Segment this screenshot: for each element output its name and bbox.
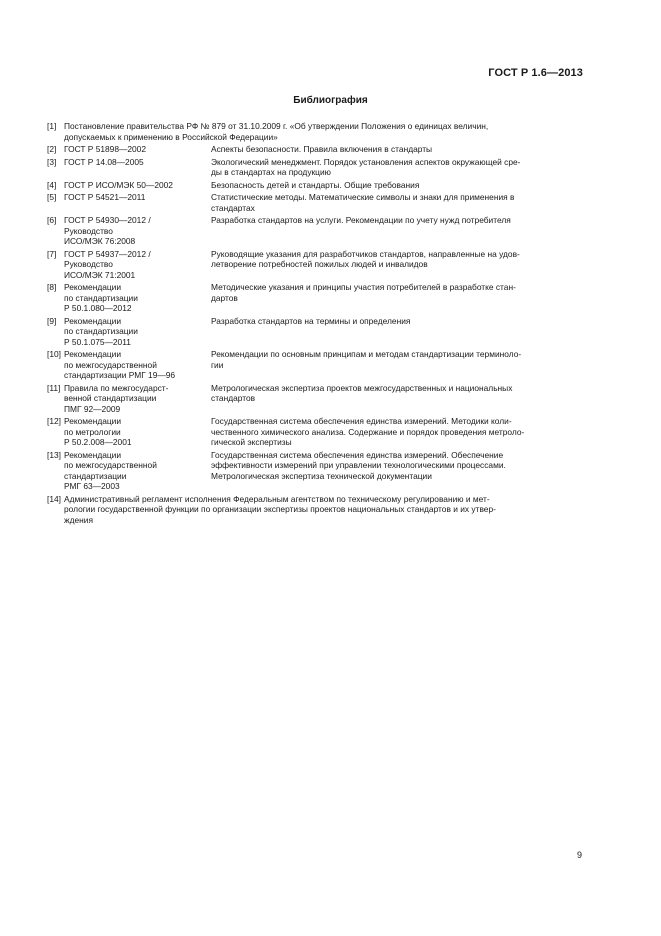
entry-title-line: Разработка стандартов на услуги. Рекомендации по учету нужд потребителя	[211, 215, 511, 225]
entry-text-line: допускаемых к применению в Российской Федерации»	[64, 131, 278, 142]
entry-title-line: Статистические методы. Математические символы и знаки для применения в	[211, 192, 515, 202]
entry-source-line: ИСО/МЭК 76:2008	[64, 236, 136, 246]
entry-source-line: по метрологии	[64, 426, 121, 437]
entry-source-line: Рекомендации	[64, 315, 122, 326]
entry-source	[64, 144, 211, 155]
entry-number: [3]	[47, 156, 57, 167]
section-title: Библиография	[293, 95, 368, 106]
bibliography-entry	[47, 282, 583, 314]
entry-number: [12]	[47, 416, 61, 426]
bibliography-entry	[47, 144, 583, 155]
entry-title	[211, 192, 583, 213]
bibliography-list	[47, 121, 583, 527]
entry-title-line: Метрологическая экспертиза технической документации	[211, 470, 432, 481]
entry-source-line: стандартизации	[64, 470, 127, 481]
entry-text-line: [14] Административный регламент исполнения Федеральным агентством по техническому регулированию и мет-	[47, 493, 490, 504]
entry-source-line: по межгосударственной	[64, 359, 157, 370]
entry-title-line: Методические указания и принципы участия потребителей в разработке стан-	[211, 282, 516, 292]
entry-source	[64, 215, 211, 247]
entry-title	[211, 144, 583, 155]
entry-source-line: по межгосударственной	[64, 460, 157, 470]
entry-number: [11]	[47, 382, 61, 393]
entry-source-line: по стандартизации	[64, 326, 138, 336]
entry-title-line: ды в стандартах на продукцию	[211, 167, 331, 177]
bibliography-entry	[47, 383, 583, 415]
entry-title-line: Экологический менеджмент. Порядок установления аспектов окружающей сре-	[211, 156, 521, 167]
entry-title-line: стандартах	[211, 202, 255, 213]
entry-title-line: Безопасность детей и стандарты. Общие требования	[211, 179, 420, 190]
entry-source	[64, 192, 211, 213]
entry-source	[64, 180, 211, 191]
entry-title	[211, 416, 583, 448]
bibliography-entry	[47, 249, 583, 281]
entry-source-line: ГОСТ Р 54521—2011	[64, 192, 146, 202]
entry-number: [8]	[47, 282, 57, 292]
entry-title-line: Рекомендации по основным принципам и методам стандартизации терминоло-	[211, 349, 522, 359]
bibliography-entry	[47, 494, 583, 526]
bibliography-entry	[47, 157, 583, 178]
entry-source-line: Руководство	[64, 259, 113, 269]
entry-source-line: Р 50.1.080—2012	[64, 303, 132, 313]
bibliography-entry	[47, 450, 583, 492]
entry-title-line: гии	[211, 359, 224, 370]
entry-number: [10]	[47, 349, 61, 359]
entry-title	[211, 383, 583, 415]
entry-number: [13]	[47, 449, 61, 460]
entry-source-line: ГОСТ Р 14.08—2005	[64, 156, 144, 167]
entry-number: [5]	[47, 192, 57, 202]
entry-source	[64, 416, 211, 448]
entry-title-line: Государственная система обеспечения единства измерений. Обеспечение	[211, 449, 504, 460]
entry-source-line: Р 50.1.075—2011	[64, 336, 131, 347]
entry-number: [14]	[47, 493, 61, 504]
entry-title-line: дартов	[211, 292, 238, 303]
entry-source-line: ИСО/МЭК 71:2001	[64, 269, 136, 280]
entry-source-line: ПМГ 92—2009	[64, 403, 121, 414]
entry-source-line: Рекомендации	[64, 416, 122, 426]
entry-title	[211, 282, 583, 314]
entry-source-line: ГОСТ Р 54937—2012 /	[64, 248, 151, 259]
entry-source-line: венной стандартизации	[64, 393, 157, 403]
entry-title	[211, 450, 583, 492]
entry-source-line: ГОСТ Р 51898—2002	[64, 144, 146, 154]
bibliography-entry	[47, 349, 583, 381]
entry-source	[64, 383, 211, 415]
entry-source-line: РМГ 63—2003	[64, 481, 120, 491]
bibliography-entry	[47, 416, 583, 448]
entry-number: [6]	[47, 215, 57, 225]
entry-title-line: стандартов	[211, 393, 256, 403]
entry-title	[211, 215, 583, 247]
entry-number: [1]	[47, 121, 57, 131]
entry-number: [7]	[47, 248, 57, 259]
bibliography-entry	[47, 121, 583, 142]
entry-text-line: рологии государственной функции по организации экспертизы проектов национальных стандартов и их утвер-	[64, 504, 496, 514]
entry-source-line: Рекомендации	[64, 282, 122, 292]
entry-title-line: эффективности измерений при управлении технологическими процессами.	[211, 460, 506, 470]
entry-source	[64, 316, 211, 348]
entry-title-line: гической экспертизы	[211, 437, 292, 447]
entry-source-line: стандартизации РМГ 19—96	[64, 370, 176, 380]
entry-source-line: Р 50.2.008—2001	[64, 437, 132, 447]
bibliography-entry	[47, 316, 583, 348]
bibliography-entry	[47, 215, 583, 247]
entry-title	[211, 180, 583, 191]
entry-source	[64, 249, 211, 281]
entry-source	[64, 157, 211, 178]
entry-title	[211, 316, 583, 348]
entry-source-line: ГОСТ Р ИСО/МЭК 50—2002	[64, 179, 173, 190]
entry-title-line: чественного химического анализа. Содержание и порядок проведения метроло-	[211, 426, 525, 437]
entry-number: [4]	[47, 179, 57, 190]
entry-source-line: Руководство	[64, 225, 113, 236]
entry-text-line: ждения	[64, 514, 93, 525]
entry-title	[211, 249, 583, 281]
bibliography-entry	[47, 180, 583, 191]
entry-source-line: по стандартизации	[64, 292, 138, 303]
entry-title-line: Государственная система обеспечения единства измерений. Методики коли-	[211, 416, 512, 426]
bibliography-entry	[47, 192, 583, 213]
entry-title-line: Метрологическая экспертиза проектов межгосударственных и национальных	[211, 382, 513, 393]
entry-source-line: Рекомендации	[64, 449, 122, 460]
entry-title	[211, 349, 583, 381]
entry-title	[211, 157, 583, 178]
entry-number: [9]	[47, 315, 57, 326]
entry-title-line: Разработка стандартов на термины и определения	[211, 315, 411, 326]
entry-number: [2]	[47, 144, 57, 154]
document-code: ГОСТ Р 1.6—2013	[488, 67, 583, 79]
entry-title-line: Руководящие указания для разработчиков стандартов, направленные на удов-	[211, 248, 520, 259]
entry-source-line: Рекомендации	[64, 349, 122, 359]
entry-title-line: Аспекты безопасности. Правила включения в стандарты	[211, 144, 433, 154]
entry-text-line: [1] Постановление правительства РФ № 879 от 31.10.2009 г. «Об утверждении Положения о единицах величин,	[47, 121, 489, 131]
entry-source	[64, 450, 211, 492]
page-number: 9	[576, 850, 582, 860]
entry-source	[64, 349, 211, 381]
entry-title-line: летворение потребностей пожилых людей и инвалидов	[211, 259, 428, 269]
entry-source-line: ГОСТ Р 54930—2012 /	[64, 215, 151, 225]
entry-source	[64, 282, 211, 314]
entry-source-line: Правила по межгосударст-	[64, 382, 169, 393]
